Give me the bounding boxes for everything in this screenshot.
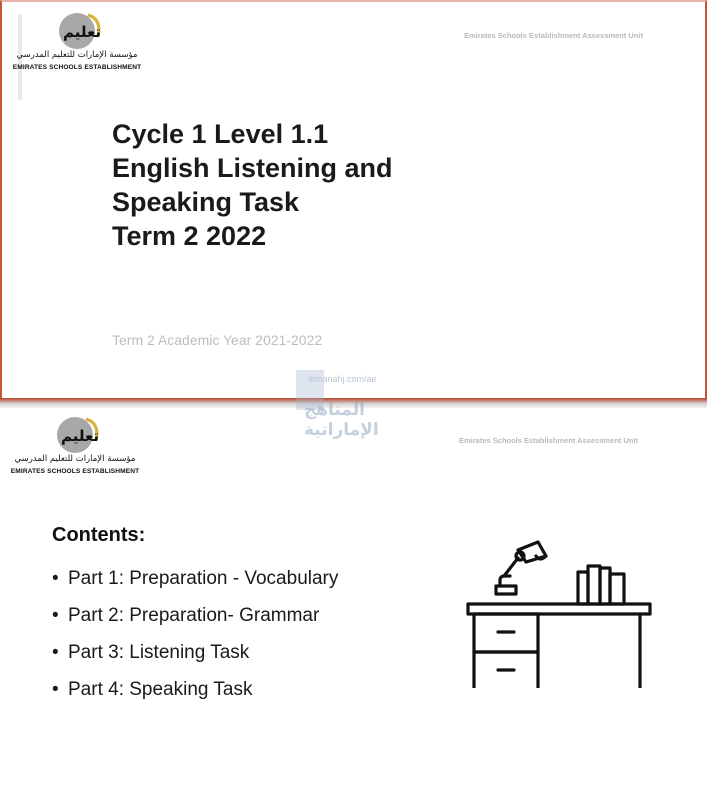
title-line: English Listening and — [112, 153, 393, 183]
desk-with-lamp-and-books-icon — [462, 538, 658, 688]
list-item-text: Part 1: Preparation - Vocabulary — [68, 568, 339, 589]
logo-arabic-name: مؤسسة الإمارات للتعليم المدرسي — [16, 50, 138, 60]
bullet-icon: • — [52, 568, 59, 589]
list-item — [52, 639, 338, 676]
academic-year-text: Term 2 Academic Year 2021-2022 — [112, 332, 323, 348]
list-item-text: Part 4: Speaking Task — [68, 679, 253, 700]
logo — [10, 414, 140, 480]
list-item-text: Part 3: Listening Task — [68, 642, 250, 663]
watermark — [296, 370, 426, 440]
title-line: Speaking Task — [112, 187, 300, 217]
logo-arabic-name: مؤسسة الإمارات للتعليم المدرسي — [14, 454, 136, 464]
logo-mark-icon — [56, 414, 106, 454]
logo-mark-text: تعليم — [60, 427, 100, 445]
list-item — [52, 602, 338, 639]
bullet-icon: • — [52, 642, 59, 663]
contents-heading: Contents: — [52, 524, 146, 546]
title-line: Term 2 2022 — [112, 221, 267, 251]
list-item-text: Part 2: Preparation- Grammar — [68, 605, 320, 626]
contents-list — [52, 565, 338, 713]
logo-english-name: EMIRATES SCHOOLS ESTABLISHMENT — [10, 468, 140, 475]
assessment-unit-label: Emirates Schools Establishment Assessment Unit — [459, 436, 638, 445]
assessment-unit-label: Emirates Schools Establishment Assessment Unit — [464, 31, 643, 40]
bullet-icon: • — [52, 679, 59, 700]
list-item — [52, 676, 338, 713]
logo-mark-text: تعليم — [62, 23, 102, 41]
logo-english-name: EMIRATES SCHOOLS ESTABLISHMENT — [12, 64, 142, 71]
bullet-icon: • — [52, 605, 59, 626]
slide-title-block — [112, 117, 393, 253]
watermark-url: almanahj.com/ae — [308, 374, 377, 384]
watermark-arabic: المناهج الإماراتية — [304, 400, 379, 440]
title-line: Cycle 1 Level 1.1 — [112, 119, 329, 149]
logo — [12, 10, 142, 76]
logo-mark-icon — [58, 10, 108, 50]
slide-contents — [0, 408, 707, 800]
list-item — [52, 565, 338, 602]
